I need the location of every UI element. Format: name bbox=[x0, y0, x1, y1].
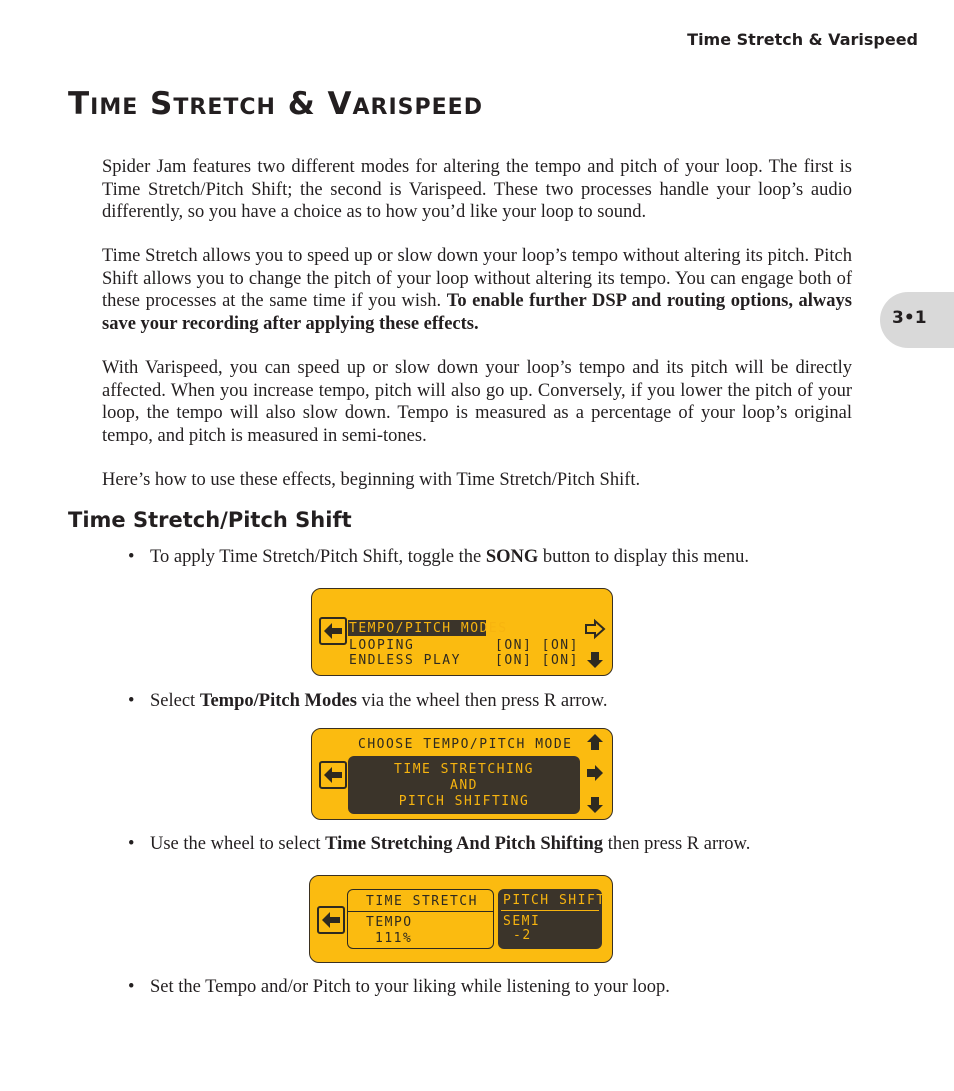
paragraph-time-stretch-text: Time Stretch allows you to speed up or slow down your loop’s tempo without altering its pitch. Pitch Shift allows you to change the pitch of your loop without altering its tempo. You can engage both of these processes at the same time if you wish. bbox=[102, 246, 852, 311]
bullet-item: • Select Tempo/Pitch Modes via the wheel then press R arrow. bbox=[128, 691, 608, 711]
paragraph-intro: Spider Jam features two different modes for altering the tempo and pitch of your loop. The first is Time Stretch/Pitch Shift; the second is Varispeed. These two processes handle your loop’s audio differently, so you have a choice as to how you’d like your loop to sound. bbox=[102, 157, 852, 222]
bullet-bold: Tempo/Pitch Modes bbox=[199, 691, 357, 711]
left-arrow-icon bbox=[321, 763, 345, 787]
panel-divider bbox=[501, 910, 599, 911]
lcd-choose-mode bbox=[311, 728, 613, 820]
pitch-shift-title: PITCH SHIFT bbox=[503, 893, 606, 908]
time-stretch-title: TIME STRETCH bbox=[366, 894, 478, 909]
lcd-menu-title: TEMPO/PITCH MODES bbox=[349, 621, 508, 636]
lcd-time-stretch-pitch-shift bbox=[309, 875, 613, 963]
tempo-value: 111% bbox=[375, 931, 413, 946]
time-stretch-panel bbox=[347, 889, 494, 949]
bullet-text: button to display this menu. bbox=[538, 547, 749, 567]
lcd-row-value: [ON] [ON] bbox=[495, 653, 579, 668]
running-header: Time Stretch & Varispeed bbox=[687, 30, 918, 49]
lcd-tempo-pitch-modes bbox=[311, 588, 613, 676]
page-title: Time Stretch & Varispeed bbox=[68, 86, 483, 122]
bullet-text: Use the wheel to select bbox=[150, 834, 326, 854]
bullet-item: • Use the wheel to select Time Stretching And Pitch Shifting then press R arrow. bbox=[128, 834, 751, 854]
lcd-option-line: AND bbox=[450, 778, 478, 793]
semi-value: -2 bbox=[513, 928, 532, 943]
bullet-text: then press R arrow. bbox=[603, 834, 751, 854]
left-arrow-icon bbox=[319, 908, 343, 932]
bullet-bold: Time Stretching And Pitch Shifting bbox=[325, 834, 604, 854]
lcd-option-line: TIME STRETCHING bbox=[394, 762, 534, 777]
bullet-text: Set the Tempo and/or Pitch to your liking while listening to your loop. bbox=[150, 977, 670, 997]
left-arrow-button bbox=[319, 617, 347, 645]
up-arrow-icon bbox=[586, 733, 604, 751]
bullet-item: • To apply Time Stretch/Pitch Shift, toggle the SONG button to display this menu. bbox=[128, 547, 749, 567]
paragraph-varispeed: With Varispeed, you can speed up or slow down your loop’s tempo and its pitch will be directly affected. When you increase tempo, pitch will also go up. Conversely, if you lower the pitch of your loop, the tempo will also slow down. Tempo is measured as a percentage of your loop’s original tempo, and pitch is measured in semi-tones. bbox=[102, 358, 852, 446]
section-heading: Time Stretch/Pitch Shift bbox=[68, 508, 352, 532]
left-arrow-icon bbox=[321, 619, 345, 643]
bullet-bold: SONG bbox=[485, 547, 539, 567]
lcd-option-line: PITCH SHIFTING bbox=[398, 794, 530, 809]
page-number: 3•1 bbox=[892, 308, 927, 328]
tempo-label: TEMPO bbox=[366, 915, 413, 930]
paragraph-time-stretch-bold: To enable further DSP and routing options, always save your recording after applying these effects. bbox=[102, 291, 852, 334]
left-arrow-button bbox=[317, 906, 345, 934]
bullet-text: via the wheel then press R arrow. bbox=[356, 691, 608, 711]
lcd-row-label: LOOPING bbox=[349, 638, 415, 653]
left-arrow-button bbox=[319, 761, 347, 789]
pitch-shift-panel bbox=[498, 889, 606, 949]
page-number-tab bbox=[880, 292, 954, 348]
lcd-row-label: ENDLESS PLAY bbox=[349, 653, 461, 668]
lcd-heading: CHOOSE TEMPO/PITCH MODE bbox=[358, 737, 573, 752]
bullet-text: Select bbox=[150, 691, 200, 711]
down-arrow-icon bbox=[586, 796, 604, 814]
paragraph-howto: Here’s how to use these effects, beginning with Time Stretch/Pitch Shift. bbox=[102, 470, 641, 490]
paragraph-time-stretch bbox=[102, 245, 852, 335]
panel-divider bbox=[348, 911, 493, 912]
lcd-row-value: [ON] [ON] bbox=[495, 638, 579, 653]
right-arrow-icon bbox=[586, 764, 604, 782]
semi-label: SEMI bbox=[503, 914, 541, 929]
right-arrow-icon bbox=[585, 620, 605, 638]
bullet-text: To apply Time Stretch/Pitch Shift, toggle the bbox=[150, 547, 486, 567]
down-arrow-icon bbox=[586, 651, 604, 669]
bullet-item: • Set the Tempo and/or Pitch to your liking while listening to your loop. bbox=[128, 977, 670, 997]
lcd-selection-panel bbox=[348, 756, 580, 814]
